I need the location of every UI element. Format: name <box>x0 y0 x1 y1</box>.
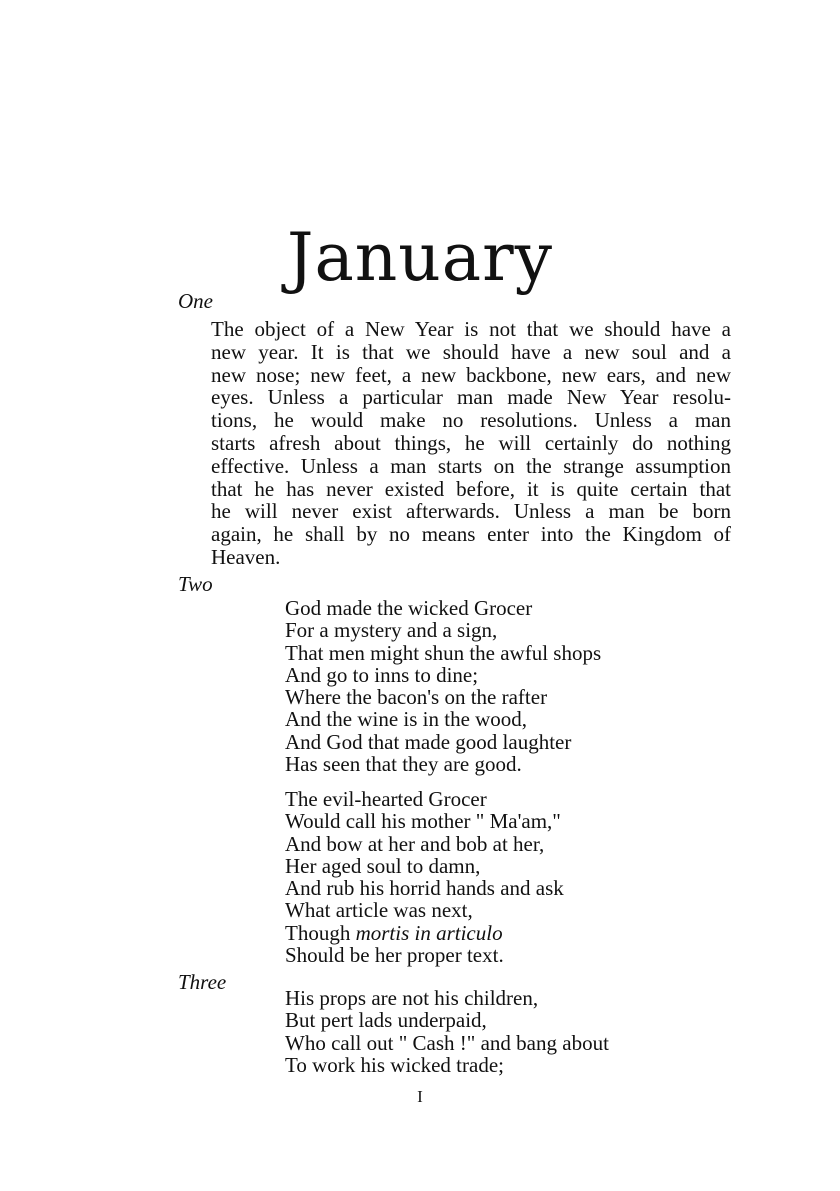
prose-line: new year. It is that we should have a new soul and a <box>211 339 731 364</box>
section-one-prose <box>211 318 731 569</box>
prose-line: effective. Unless a man starts on the strange assumption <box>211 453 731 478</box>
section-two-stanza-1 <box>285 597 601 775</box>
section-three-stanza-1 <box>285 987 609 1076</box>
section-label-two: Two <box>178 572 213 596</box>
prose-line: again, he shall by no means enter into the Kingdom of <box>211 522 731 547</box>
verse-line: Would call his mother " Ma'am," <box>285 809 561 834</box>
verse-line <box>285 922 564 944</box>
verse-line: For a mystery and a sign, <box>285 618 498 643</box>
prose-line: new nose; new feet, a new backbone, new ears, and new <box>211 362 731 387</box>
verse-line: Should be her proper text. <box>285 943 504 968</box>
verse-line: To work his wicked trade; <box>285 1052 504 1077</box>
prose-line: Heaven. <box>211 544 281 569</box>
verse-line: And the wine is in the wood, <box>285 707 528 732</box>
page-title: January <box>286 219 553 296</box>
section-two-stanza-2 <box>285 788 564 966</box>
prose-line: he will never exist afterwards. Unless a man be born <box>211 499 731 524</box>
prose-line: The object of a New Year is not that we should have a <box>211 317 731 341</box>
verse-line: Her aged soul to damn, <box>285 853 481 878</box>
verse-line: And God that made good laughter <box>285 729 572 754</box>
prose-line: tions, he would make no resolutions. Unless a man <box>211 408 731 433</box>
latin-phrase: mortis in articulo <box>355 920 503 945</box>
verse-line: That men might shun the awful shops <box>285 640 602 665</box>
verse-line: Has seen that they are good. <box>285 752 522 777</box>
verse-line: His props are not his children, <box>285 986 539 1010</box>
section-label-three: Three <box>178 970 227 994</box>
verse-line: And bow at her and bob at her, <box>285 831 545 856</box>
verse-line: What article was next, <box>285 898 473 923</box>
section-label-one: One <box>178 289 213 313</box>
verse-line: Where the bacon's on the rafter <box>285 685 548 710</box>
prose-line: eyes. Unless a particular man made New Year resolu- <box>211 385 731 410</box>
page-number: I <box>417 1087 423 1106</box>
prose-line: that he has never existed before, it is quite certain that <box>211 476 731 501</box>
verse-line: And rub his horrid hands and ask <box>285 876 564 901</box>
verse-line: The evil-hearted Grocer <box>285 787 487 811</box>
verse-line: And go to inns to dine; <box>285 662 479 687</box>
verse-line: Who call out " Cash !" and bang about <box>285 1030 609 1055</box>
verse-line: God made the wicked Grocer <box>285 596 533 620</box>
prose-line: starts afresh about things, he will certainly do nothing <box>211 430 731 455</box>
verse-line: But pert lads underpaid, <box>285 1008 487 1033</box>
verse-line-prefix: Though <box>285 920 356 945</box>
